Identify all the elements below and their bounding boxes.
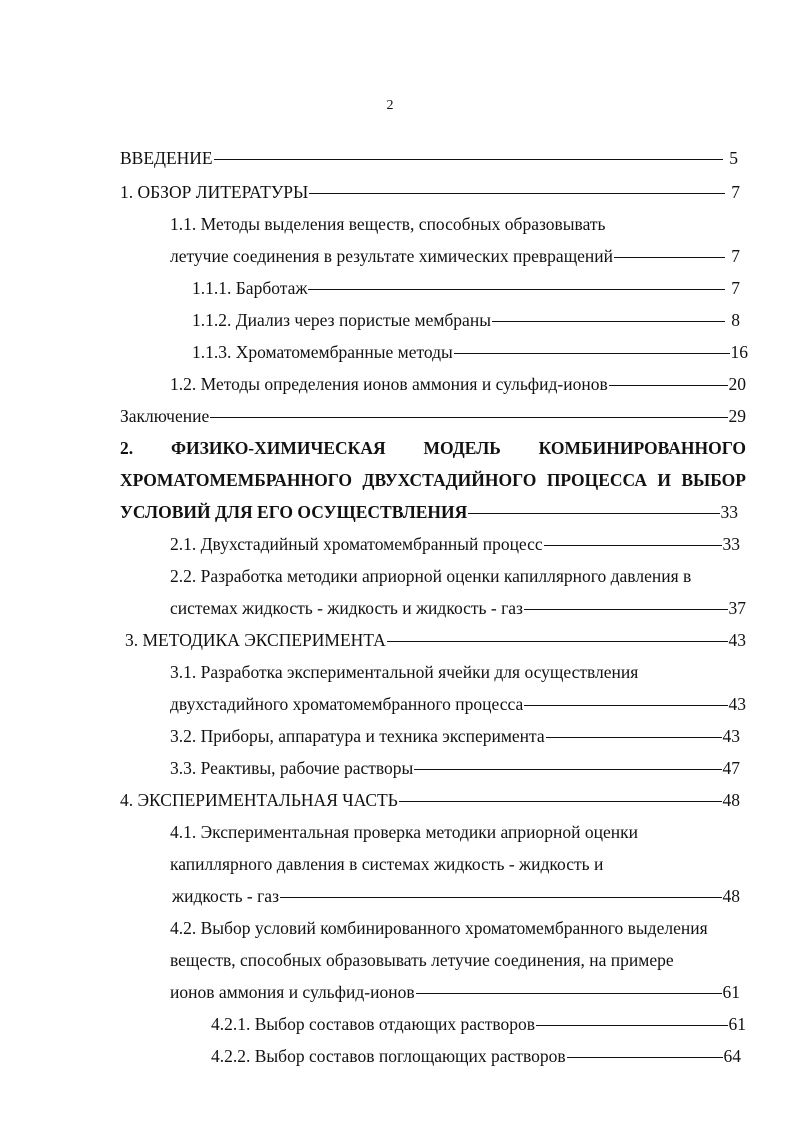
toc-leader-rule bbox=[309, 193, 725, 194]
toc-entry-page: 7 bbox=[731, 278, 740, 298]
toc-entry-page: 8 bbox=[731, 310, 740, 330]
toc-leader-rule bbox=[524, 609, 728, 610]
toc-entry-chapter-2 bbox=[120, 500, 738, 524]
toc-entry-title: летучие соединения в результате химических превращений bbox=[170, 246, 614, 266]
toc-entry-chapter-2-line-2: ХРОМАТОМЕМБРАННОГО ДВУХСТАДИЙНОГО ПРОЦЕССА И ВЫБОР bbox=[120, 470, 746, 490]
toc-word: 2. bbox=[120, 438, 134, 458]
toc-entry-4-2 bbox=[170, 980, 740, 1004]
toc-entry-page: 61 bbox=[722, 982, 740, 1002]
toc-entry-page: 33 bbox=[720, 502, 738, 522]
toc-entry-page: 48 bbox=[722, 790, 740, 810]
toc-entry-4-2-2 bbox=[211, 1044, 741, 1068]
toc-entry-3-2 bbox=[170, 724, 740, 748]
toc-entry-page: 43 bbox=[728, 630, 746, 650]
toc-word: КОМБИНИРОВАННОГО bbox=[538, 438, 746, 458]
toc-entry-1-1-3 bbox=[192, 340, 748, 364]
toc-entry-4-2-1 bbox=[211, 1012, 746, 1036]
toc-entry-4-1-line-2: капиллярного давления в системах жидкость - жидкость и bbox=[170, 854, 604, 874]
toc-leader-rule bbox=[454, 353, 730, 354]
toc-entry-title: 3. МЕТОДИКА ЭКСПЕРИМЕНТА bbox=[125, 630, 386, 650]
toc-entry-1-1 bbox=[170, 244, 740, 268]
toc-leader-rule bbox=[546, 737, 722, 738]
toc-entry-2-2-line-1: 2.2. Разработка методики априорной оценки капиллярного давления в bbox=[170, 566, 692, 586]
toc-entry-2-1 bbox=[170, 532, 740, 556]
toc-leader-rule bbox=[308, 289, 725, 290]
toc-entry-page: 20 bbox=[728, 374, 746, 394]
page-number: 2 bbox=[386, 98, 394, 113]
toc-entry-title: 4. ЭКСПЕРИМЕНТАЛЬНАЯ ЧАСТЬ bbox=[120, 790, 398, 810]
toc-entry-page: 43 bbox=[728, 694, 746, 714]
toc-entry-chapter-1 bbox=[120, 180, 740, 204]
toc-leader-rule bbox=[614, 257, 725, 258]
toc-entry-4-1 bbox=[172, 884, 740, 908]
toc-entry-introduction bbox=[120, 146, 738, 170]
toc-entry-title: системах жидкость - жидкость и жидкость - газ bbox=[170, 598, 523, 618]
toc-entry-title: Заключение bbox=[120, 406, 210, 426]
toc-leader-rule bbox=[280, 897, 722, 898]
toc-entry-page: 7 bbox=[731, 246, 740, 266]
toc-entry-page: 64 bbox=[723, 1046, 741, 1066]
toc-entry-title: 1.1.3. Хроматомембранные методы bbox=[192, 342, 453, 362]
toc-entry-3-3 bbox=[170, 756, 740, 780]
toc-entry-page: 37 bbox=[728, 598, 746, 618]
toc-entry-title: двухстадийного хроматомембранного процесса bbox=[170, 694, 524, 714]
toc-leader-rule bbox=[414, 769, 721, 770]
toc-entry-title: 3.3. Реактивы, рабочие растворы bbox=[170, 758, 414, 778]
toc-leader-rule bbox=[399, 801, 722, 802]
toc-entry-title: 1. ОБЗОР ЛИТЕРАТУРЫ bbox=[120, 182, 309, 202]
toc-entry-page: 61 bbox=[728, 1014, 746, 1034]
toc-entry-title: 4.2.2. Выбор составов поглощающих растворов bbox=[211, 1046, 566, 1066]
toc-entry-1-1-line-1: 1.1. Методы выделения веществ, способных образовывать bbox=[170, 214, 606, 234]
toc-leader-rule bbox=[492, 321, 725, 322]
toc-leader-rule bbox=[536, 1025, 727, 1026]
toc-leader-rule bbox=[468, 513, 719, 514]
toc-entry-page: 43 bbox=[722, 726, 740, 746]
toc-entry-title: 1.1.1. Барботаж bbox=[192, 278, 308, 298]
toc-entry-chapter-3 bbox=[125, 628, 746, 652]
toc-entry-title: 1.2. Методы определения ионов аммония и сульфид-ионов bbox=[170, 374, 608, 394]
toc-entry-chapter-2-line-1 bbox=[120, 436, 746, 460]
toc-entry-title: 1.1.2. Диализ через пористые мембраны bbox=[192, 310, 491, 330]
toc-leader-rule bbox=[214, 159, 723, 160]
toc-entry-page: 47 bbox=[722, 758, 740, 778]
toc-entry-chapter-4 bbox=[120, 788, 740, 812]
toc-entry-page: 29 bbox=[728, 406, 746, 426]
toc-entry-4-2-line-1: 4.2. Выбор условий комбинированного хроматомембранного выделения bbox=[170, 918, 708, 938]
toc-entry-title: ионов аммония и сульфид-ионов bbox=[170, 982, 415, 1002]
toc-word: МОДЕЛЬ bbox=[423, 438, 501, 458]
toc-entry-conclusion bbox=[120, 404, 746, 428]
toc-entry-1-1-1 bbox=[192, 276, 740, 300]
toc-entry-page: 48 bbox=[722, 886, 740, 906]
toc-word: ФИЗИКО-ХИМИЧЕСКАЯ bbox=[170, 438, 386, 458]
toc-leader-rule bbox=[416, 993, 722, 994]
toc-leader-rule bbox=[544, 545, 722, 546]
toc-leader-rule bbox=[609, 385, 728, 386]
toc-entry-title: жидкость - газ bbox=[172, 886, 279, 906]
toc-leader-rule bbox=[567, 1057, 723, 1058]
toc-entry-page: 16 bbox=[730, 342, 748, 362]
toc-leader-rule bbox=[524, 705, 727, 706]
toc-entry-title: ВВЕДЕНИЕ bbox=[120, 148, 213, 168]
toc-entry-4-1-line-1: 4.1. Экспериментальная проверка методики априорной оценки bbox=[170, 822, 638, 842]
toc-leader-rule bbox=[210, 417, 727, 418]
toc-entry-title: УСЛОВИЙ ДЛЯ ЕГО ОСУЩЕСТВЛЕНИЯ bbox=[120, 502, 468, 522]
toc-entry-4-2-line-2: веществ, способных образовывать летучие соединения, на примере bbox=[170, 950, 674, 970]
toc-entry-2-2 bbox=[170, 596, 746, 620]
toc-entry-1-2 bbox=[170, 372, 746, 396]
toc-entry-page: 5 bbox=[729, 148, 738, 168]
toc-entry-title: 3.2. Приборы, аппаратура и техника эксперимента bbox=[170, 726, 545, 746]
toc-entry-title: 2.1. Двухстадийный хроматомембранный процесс bbox=[170, 534, 543, 554]
toc-entry-3-1-line-1: 3.1. Разработка экспериментальной ячейки для осуществления bbox=[170, 662, 639, 682]
toc-entry-title: 4.2.1. Выбор составов отдающих растворов bbox=[211, 1014, 536, 1034]
toc-entry-1-1-2 bbox=[192, 308, 740, 332]
toc-entry-3-1 bbox=[170, 692, 746, 716]
toc-entry-page: 7 bbox=[731, 182, 740, 202]
toc-leader-rule bbox=[387, 641, 728, 642]
toc-entry-page: 33 bbox=[722, 534, 740, 554]
